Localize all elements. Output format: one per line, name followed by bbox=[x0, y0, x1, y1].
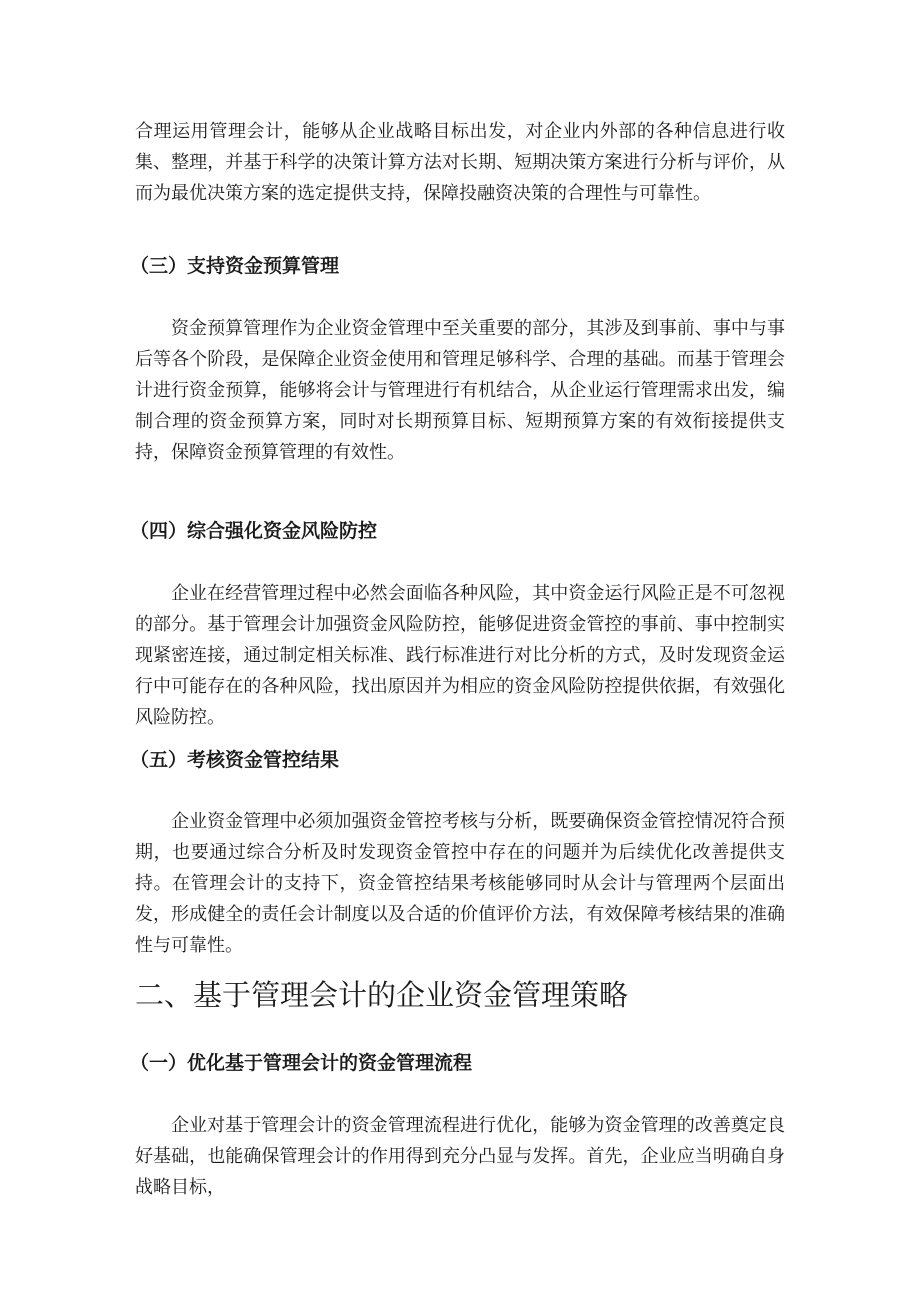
section-heading-strategy: 二、基于管理会计的企业资金管理策略 bbox=[135, 978, 629, 1012]
paragraph-risk-control: 企业在经营管理过程中必然会面临各种风险，其中资金运行风险正是不可忽视的部分。基于管理会计加强资金风险防控，能够促进资金管控的事前、事中控制实现紧密连接，通过制定相关标准、践行标准进行对比分析的方式，及时发现资金运行中可能存在的各种风险，找出原因并为相应的资金风险防控提供依据，有效强化风险防控。 bbox=[135, 583, 785, 728]
subheading-optimize-process: （一）优化基于管理会计的资金管理流程 bbox=[130, 1052, 473, 1074]
subheading-risk-control: （四）综合强化资金风险防控 bbox=[130, 520, 378, 542]
paragraph-fund-budget: 资金预算管理作为企业资金管理中至关重要的部分，其涉及到事前、事中与事后等各个阶段，是保障企业资金使用和管理足够科学、合理的基础。而基于管理会计进行资金预算，能够将会计与管理进行有机结合，从企业运行管理需求出发，编制合理的资金预算方案，同时对长期预算目标、短期预算方案的有效衔接提供支持，保障资金预算管理的有效性。 bbox=[135, 318, 785, 463]
paragraph-investment-decision: 合理运用管理会计，能够从企业战略目标出发，对企业内外部的各种信息进行收集、整理，并基于科学的决策计算方法对长期、短期决策方案进行分析与评价，从而为最优决策方案的选定提供支持，保障投融资决策的合理性与可靠性。 bbox=[135, 121, 785, 204]
paragraph-assessment: 企业资金管理中必须加强资金管控考核与分析，既要确保资金管控情况符合预期，也要通过综合分析及时发现资金管控中存在的问题并为后续优化改善提供支持。在管理会计的支持下，资金管控结果考核能够同时从会计与管理两个层面出发，形成健全的责任会计制度以及合适的价值评价方法，有效保障考核结果的准确性与可靠性。 bbox=[135, 811, 785, 956]
subheading-assessment: （五）考核资金管控结果 bbox=[130, 749, 340, 771]
paragraph-optimize-process: 企业对基于管理会计的资金管理流程进行优化，能够为资金管理的改善奠定良好基础，也能确保管理会计的作用得到充分凸显与发挥。首先，企业应当明确自身战略目标， bbox=[135, 1115, 785, 1198]
subheading-fund-budget: （三）支持资金预算管理 bbox=[130, 255, 340, 277]
